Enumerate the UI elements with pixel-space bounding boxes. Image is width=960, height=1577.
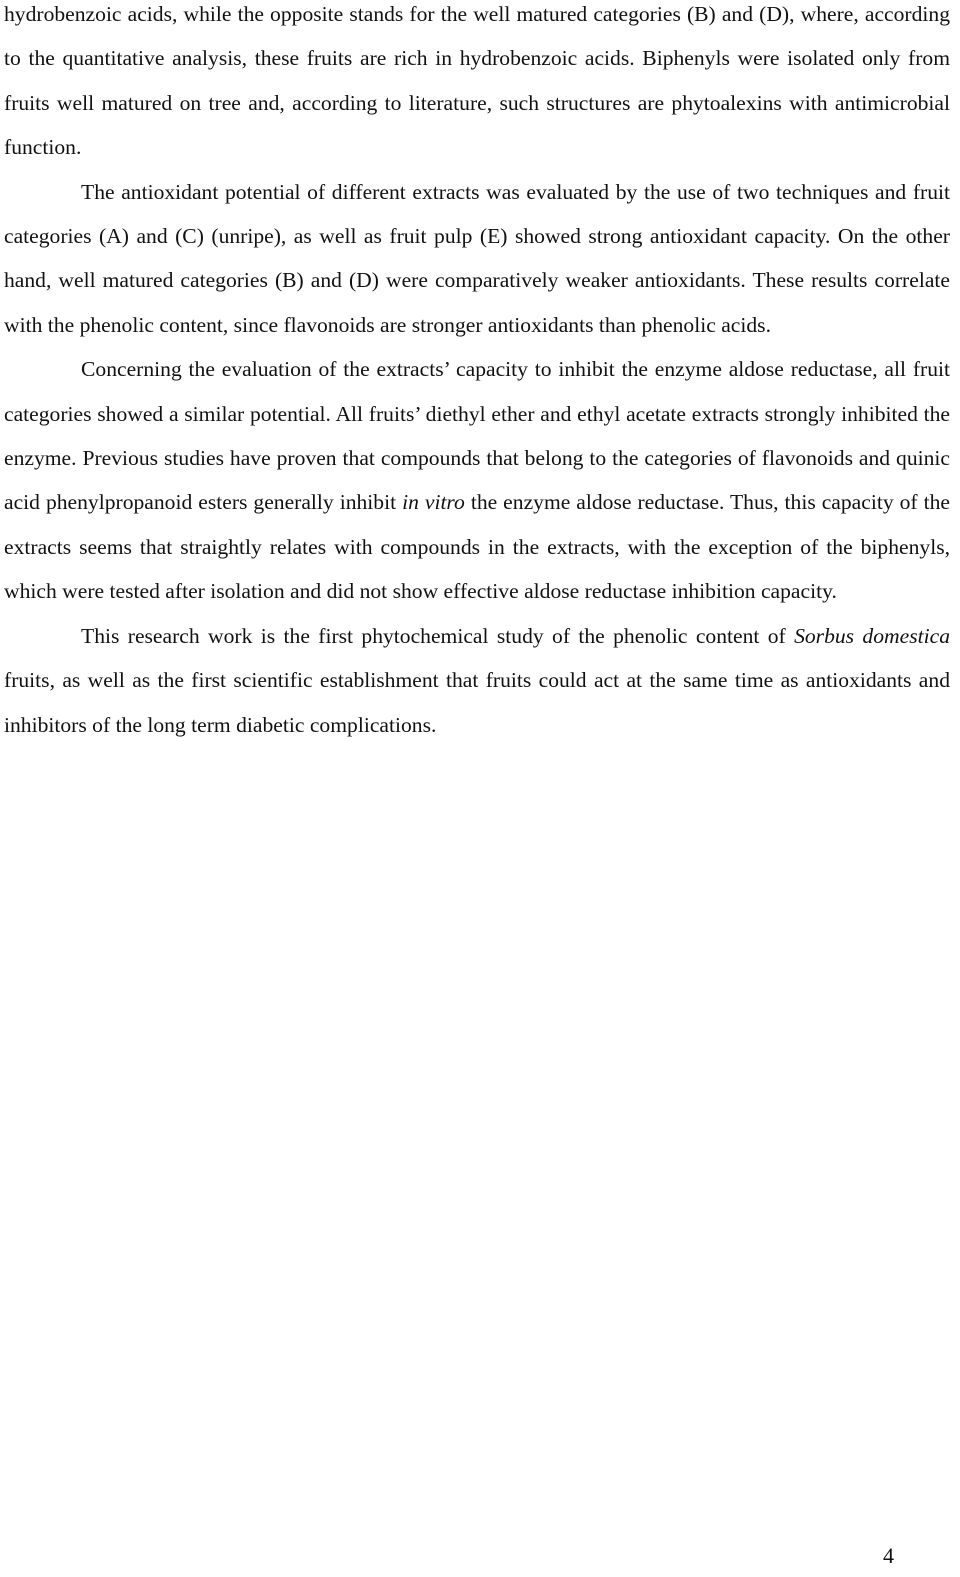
page-number: 4 [883, 1543, 894, 1568]
text-run: Concerning the evaluation of the extracts’ capacity to inhibit the enzyme aldose reductase, all fruit categories showed a similar potential. All fruits’ diethyl ether and ethyl acetate extracts strongly inhibited the enzyme. Previous studies have proven that compounds that belong to the categories of flavonoids and quinic acid phenylpropanoid esters generally inhibit [4, 357, 950, 515]
paragraph-antioxidant-potential: The antioxidant potential of different extracts was evaluated by the use of two techniques and fruit categories (A) and (C) (unripe), as well as fruit pulp (E) showed strong antioxidant capacity. On the other hand, well matured categories (B) and (D) were comparatively weaker antioxidants. These results correlate with the phenolic content, since flavonoids are stronger antioxidants than phenolic acids. [4, 179, 950, 337]
italic-species-name: Sorbus domestica [794, 623, 950, 648]
paragraph-aldose-reductase [4, 347, 950, 613]
document-page [4, 0, 950, 747]
text-run: the enzyme aldose reductase. Thus, this capacity of the extracts seems that straightly relates with compounds in the extracts, with the exception of the biphenyls, which were tested after isolation and did not show effective aldose reductase inhibition capacity. [4, 490, 950, 604]
text-run: fruits, as well as the first scientific establishment that fruits could act at the same time as antioxidants and inhibitors of the long term diabetic complications. [4, 668, 950, 737]
paragraph-conclusion [4, 614, 950, 747]
paragraph-phenolic-acids: hydrobenzoic acids, while the opposite stands for the well matured categories (B) and (D), where, according to the quantitative analysis, these fruits are rich in hydrobenzoic acids. Biphenyls were isolated only from fruits well matured on tree and, according to literature, such structures are phytoalexins with antimicrobial function. [4, 2, 950, 160]
text-run: This research work is the first phytochemical study of the phenolic content of [81, 623, 795, 648]
italic-term-in-vitro: in vitro [402, 490, 465, 515]
